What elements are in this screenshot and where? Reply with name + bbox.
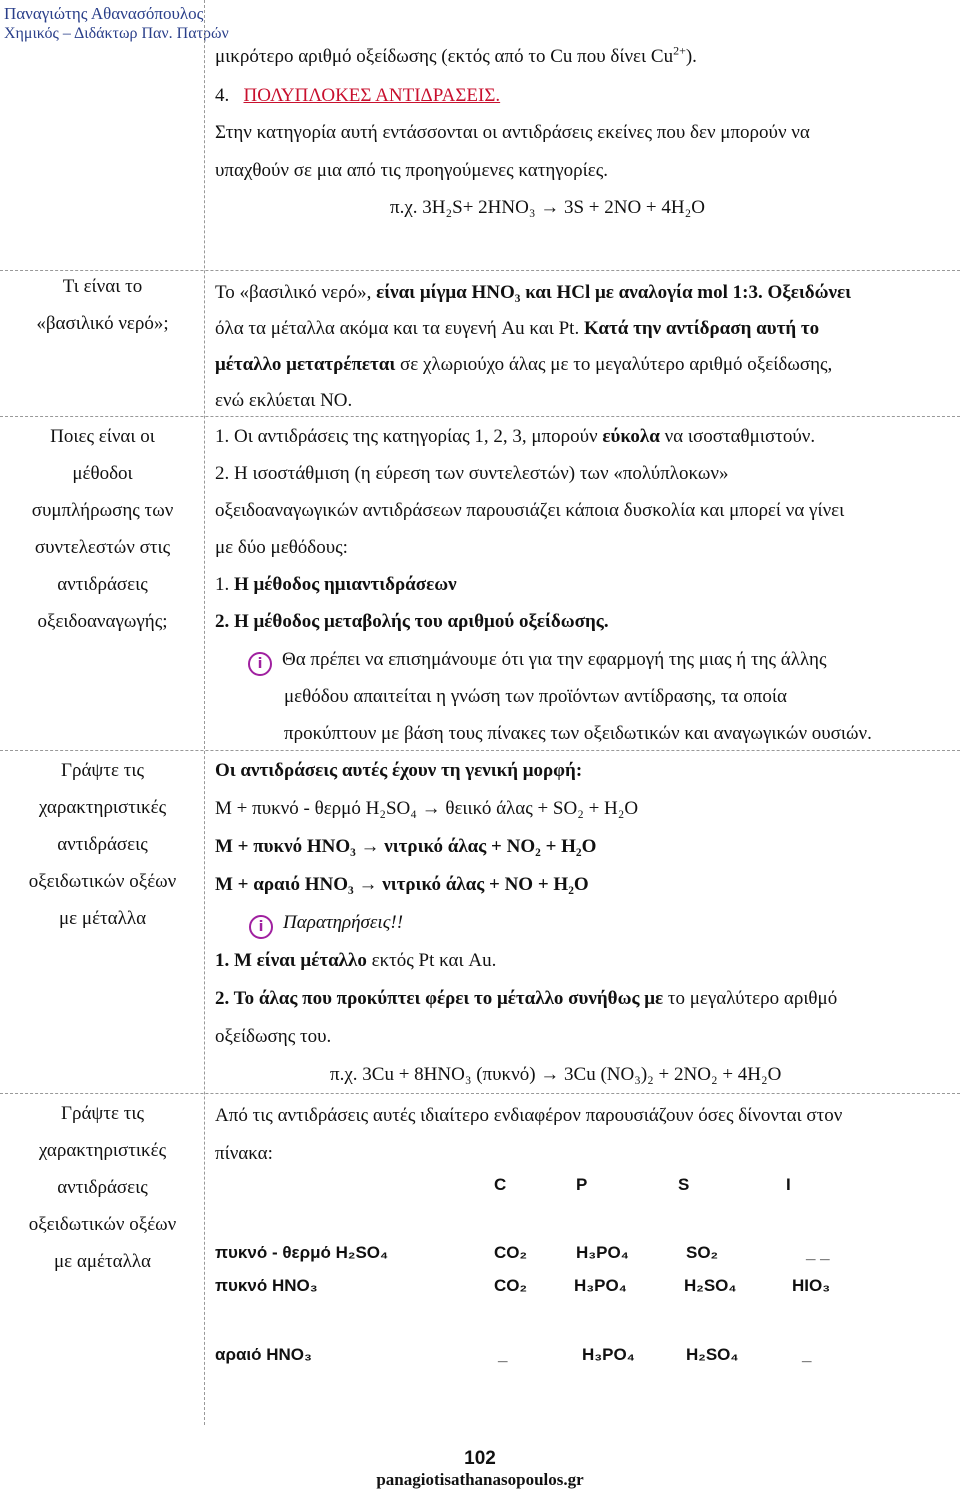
table-row-label: αραιό HNO₃: [215, 1345, 312, 1364]
table-header-c: C: [494, 1175, 507, 1194]
footer-site: panagiotisathanasopoulos.gr: [376, 1470, 584, 1489]
table-cell: H₃PO₄: [574, 1276, 627, 1295]
reaction-h2so4: M + πυκνό - θερμό H₂SO₄ → θειικό άλας + SO₂ + H₂O: [215, 798, 639, 819]
table-cell: H₂SO₄: [686, 1345, 739, 1364]
table-cell: _ _: [806, 1243, 830, 1262]
copper-example: π.χ. 3Cu + 8HNO₃ (πυκνό) → 3Cu (NO₃)₂ + 2NO₂ + 4H₂O: [330, 1064, 782, 1085]
reaction-conc-hno3: M + πυκνό HNO₃ → νιτρικό άλας + NO₂ + H₂O: [215, 836, 597, 857]
table-cell: SO₂: [686, 1243, 719, 1262]
table-cell: _: [802, 1345, 812, 1364]
author-name: Παναγιώτης Αθανασόπουλος: [4, 4, 204, 23]
section-para-1: Στην κατηγορία αυτή εντάσσονται οι αντιδράσεις εκείνες που δεν μπορούν να: [215, 122, 810, 143]
section-title: ΠΟΛΥΠΛΟΚΕΣ ΑΝΤΙΔΡΑΣΕΙΣ.: [243, 85, 501, 106]
author-role: Χημικός – Διδάκτωρ Παν. Πατρών: [4, 25, 229, 42]
section-heading: 4. ΠΟΛΥΠΛΟΚΕΣ ΑΝΤΙΔΡΑΣΕΙΣ.: [215, 85, 501, 106]
answer-aqua-regia: Το «βασιλικό νερό», είναι μίγμα HNO₃ και HCl με αναλογία mol 1:3. Οξειδώνει όλα τα μέταλλα ακόμα και τα ευγενή Au και Pt. Κατά την αντίδραση αυτή το μέταλλο μετατρέπεται σε χλωριούχο άλας με το μεγαλύτερο αριθμό οξείδωσης, ενώ εκλύεται NO.: [215, 282, 851, 411]
table-cell: H₃PO₄: [582, 1345, 635, 1364]
question-acids-metals: Γράψτε τις χαρακτηριστικές αντιδράσεις οξειδωτικών οξέων με μέταλλα: [28, 760, 177, 929]
table-cell: CO₂: [494, 1276, 528, 1295]
table-header-p: P: [576, 1175, 588, 1194]
question-acids-nonmetals: Γράψτε τις χαρακτηριστικές αντιδράσεις οξειδωτικών οξέων με αμέταλλα: [28, 1103, 177, 1272]
table-cell: CO₂: [494, 1243, 528, 1262]
table-header-s: S: [678, 1175, 690, 1194]
info-icon: i: [249, 915, 273, 939]
answer-acids-nonmetals: Από τις αντιδράσεις αυτές ιδιαίτερο ενδιαφέρον παρουσιάζουν όσες δίνονται στον πίνακα:: [215, 1105, 843, 1164]
answer-acids-metals: Οι αντιδράσεις αυτές έχουν τη γενική μορφή: M + πυκνό - θερμό H₂SO₄ → θειικό άλας + SO₂ + H₂O M + πυκνό HNO₃ → νιτρικό άλας + NO₂ + H₂O M + αραιό HNO₃ → νιτρικό άλας + NO + H₂O i Παρατηρήσεις!! 1. M είναι μέταλλο εκτός Pt και Au. 2. Το άλας που προκύπτει φέρει το μέταλλο συνήθως με το μεγαλύτερο αριθμό οξείδωσης του. π.χ. 3Cu + 8HNO₃ (πυκνό) → 3Cu (NO₃)₂ + 2NO₂ + 4H₂O: [215, 752, 837, 1094]
answer-balancing-methods: 1. Οι αντιδράσεις της κατηγορίας 1, 2, 3, μπορούν εύκολα να ισοσταθμιστούν. 2. Η ισοστάθμιση (η εύρεση των συντελεστών) των «πολύπλοκων» οξειδοαναγωγικών αντιδράσεων παρουσιάζει κάποια δυσκολία και μπορεί να γίνει με δύο μεθόδους: 1. Η μέθοδος ημιαντιδράσεων 2. Η μέθοδος μεταβολής του αριθμού οξείδωσης.: [215, 426, 845, 632]
page-number: 102: [464, 1448, 496, 1469]
info-icon: i: [248, 652, 272, 676]
table-cell: H₃PO₄: [576, 1243, 629, 1262]
top-line-1: μικρότερο αριθμό οξείδωσης (εκτός από το Cu που δίνει $Cu^{2+}$).: [215, 43, 697, 67]
question-aqua-regia: Τι είναι το «βασιλικό νερό»;: [36, 276, 169, 334]
question-balancing-methods: Ποιες είναι οι μέθοδοι συμπλήρωσης των συντελεστών στις αντιδράσεις οξειδοαναγωγής;: [31, 426, 174, 632]
reaction-dilute-hno3: M + αραιό HNO₃ → νιτρικό άλας + NO + H₂O: [215, 874, 589, 895]
method-note: i Θα πρέπει να επισημάνουμε ότι για την εφαρμογή της μιας ή της άλλης μεθόδου απαιτείται η γνώση των προϊόντων αντίδρασης, τα οποία προκύπτουν με βάση τους πίνακες των οξειδωτικών και αναγωγικών ουσιών.: [248, 641, 872, 752]
table-row-label: πυκνό - θερμό H₂SO₄: [215, 1243, 389, 1262]
table-header-i: I: [786, 1175, 791, 1194]
table-cell: H₂SO₄: [684, 1276, 737, 1295]
table-row-label: πυκνό HNO₃: [215, 1276, 318, 1295]
table-cell: _: [498, 1345, 508, 1364]
section-example: π.χ. 3H₂S+ 2HNO₃ → 3S + 2NO + 4H₂O: [390, 197, 705, 218]
section-para-2: υπαχθούν σε μια από τις προηγούμενες κατηγορίες.: [215, 160, 609, 181]
table-cell: HIO₃: [792, 1276, 831, 1295]
notes-title: Παρατηρήσεις!!: [283, 912, 404, 933]
